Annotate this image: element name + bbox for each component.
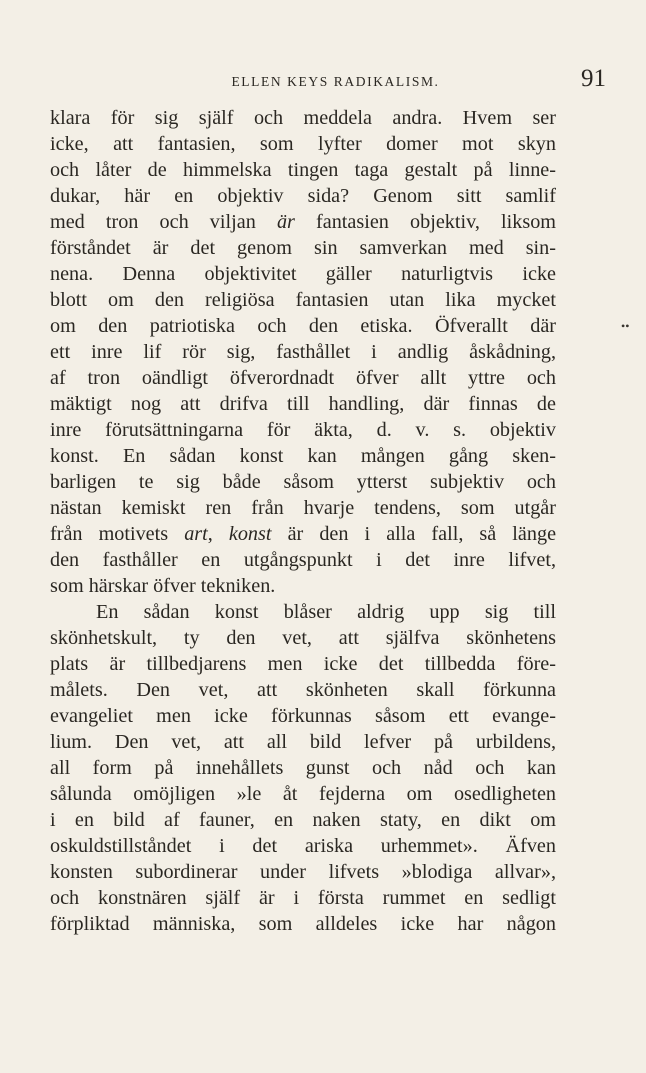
- text-line: förståndet är det genom sin samverkan med sin-: [50, 237, 556, 259]
- page-number: 91: [581, 65, 606, 92]
- text-line: inre förutsättningarna för äkta, d. v. s. objektiv: [50, 419, 556, 441]
- text-line: i en bild af fauner, en naken staty, en dikt om: [50, 809, 556, 831]
- text-line: skönhetskult, ty den vet, att själfva skönhetens: [50, 627, 556, 649]
- text-line: plats är tillbedjarens men icke det tillbedda före-: [50, 653, 556, 675]
- text-line: ett inre lif rör sig, fasthållet i andlig åskådning,: [50, 341, 556, 363]
- text-segment: med tron och viljan: [50, 211, 256, 233]
- text-line: och konstnären själf är i första rummet en sedligt: [50, 887, 556, 909]
- text-line: och låter de himmelska tingen taga gestalt på linne-: [50, 159, 556, 181]
- text-line: målets. Den vet, att skönheten skall förkunna: [50, 679, 556, 701]
- text-line: förpliktad människa, som alldeles icke har någon: [50, 913, 556, 935]
- text-segment: är den i alla fall, så länge: [287, 523, 557, 545]
- text-segment: ,: [207, 523, 213, 545]
- text-line: icke, att fantasien, som lyfter domer mot skyn: [50, 133, 556, 155]
- text-line: konsten subordinerar under lifvets »blodiga allvar»,: [50, 861, 556, 883]
- text-segment: från motivets: [50, 523, 169, 545]
- text-line: af tron oändligt öfverordnadt öfver allt yttre och: [50, 367, 556, 389]
- emphasis-text: art: [184, 523, 208, 545]
- text-line: nena. Denna objektivitet gäller naturligtvis icke: [50, 263, 556, 285]
- text-line: blott om den religiösa fantasien utan lika mycket: [50, 289, 556, 311]
- text-line: all form på innehållets gunst och nåd och kan: [50, 757, 556, 779]
- running-title: ELLEN KEYS RADIKALISM.: [231, 74, 440, 89]
- text-line: klara för sig själf och meddela andra. Hvem ser: [50, 107, 556, 129]
- text-line: evangeliet men icke förkunnas såsom ett evange-: [50, 705, 556, 727]
- text-line: barligen te sig både såsom ytterst subjektiv och: [50, 471, 556, 493]
- text-line: om den patriotiska och den etiska. Öfverallt där: [50, 315, 556, 337]
- text-line: den fasthåller en utgångspunkt i det inre lifvet,: [50, 549, 556, 571]
- text-line: lium. Den vet, att all bild lefver på urbildens,: [50, 731, 556, 753]
- text-line: sålunda omöjligen »le åt fejderna om osedligheten: [50, 783, 556, 805]
- text-segment: fantasien objektiv, liksom: [316, 211, 557, 233]
- emphasis-text: konst: [228, 523, 272, 545]
- text-line: oskuldstillståndet i det ariska urhemmet». Äfven: [50, 835, 556, 857]
- emphasis-text: är: [276, 211, 295, 233]
- text-line: konst. En sådan konst kan mången gång sken-: [50, 445, 556, 467]
- text-line: En sådan konst blåser aldrig upp sig till: [96, 601, 556, 623]
- text-line: nästan kemiskt ren från hvarje tendens, som utgår: [50, 497, 556, 519]
- text-line: [50, 209, 556, 235]
- text-line: [50, 521, 556, 547]
- running-head: [50, 66, 606, 91]
- text-line: som härskar öfver tekniken.: [50, 575, 276, 597]
- text-line: mäktigt nog att drifva till handling, där finnas de: [50, 393, 556, 415]
- text-line: dukar, här en objektiv sida? Genom sitt samlif: [50, 185, 556, 207]
- margin-mark: ••: [621, 319, 630, 333]
- body-text: [50, 105, 556, 937]
